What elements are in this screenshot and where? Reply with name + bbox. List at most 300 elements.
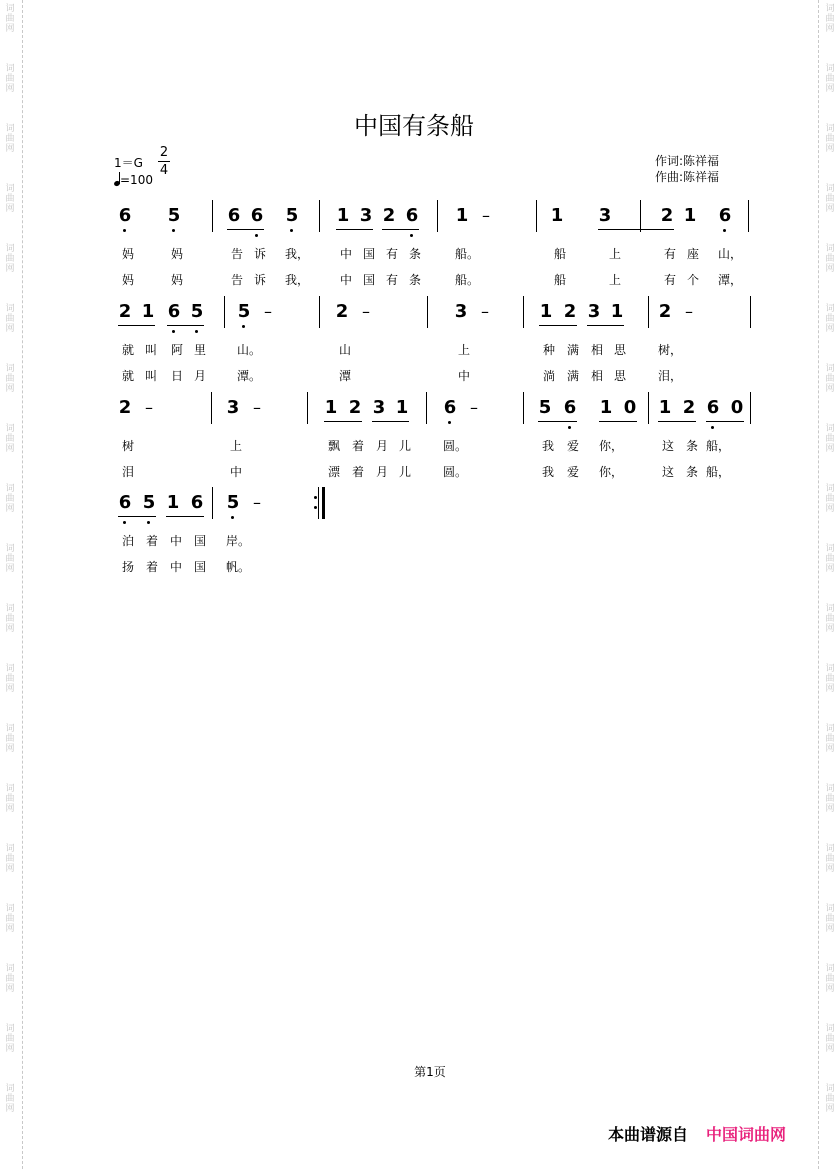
watermark-glyph: 网 — [825, 624, 835, 634]
lyric-syllable: 条 — [408, 273, 421, 287]
time-signature-bottom: 4 — [159, 163, 169, 178]
jianpu-note: 3 — [454, 301, 468, 322]
watermark-glyph: 曲 — [5, 194, 15, 204]
lyric-syllable: 思 — [613, 369, 626, 383]
watermark-glyph: 网 — [5, 204, 15, 214]
lyric-syllable: 中 — [457, 369, 470, 383]
bar-line — [748, 200, 749, 232]
lyric-syllable: 有 — [663, 273, 676, 287]
watermark-stamp — [823, 664, 837, 694]
watermark-glyph: 词 — [5, 484, 15, 494]
lyric-syllable: 相 — [590, 369, 603, 383]
watermark-glyph: 曲 — [5, 374, 15, 384]
watermark-stamp — [823, 1024, 837, 1054]
watermark-stamp — [3, 844, 17, 874]
lyric-syllable: 告 — [230, 247, 243, 261]
watermark-stamp — [3, 424, 17, 454]
watermark-glyph: 词 — [825, 184, 835, 194]
watermark-glyph: 网 — [5, 324, 15, 334]
bar-line — [640, 200, 641, 232]
watermark-glyph: 网 — [5, 144, 15, 154]
jianpu-note: 3 — [226, 397, 240, 418]
watermark-glyph: 曲 — [825, 554, 835, 564]
watermark-stamp — [3, 964, 17, 994]
time-signature — [158, 145, 170, 178]
lyric-syllable: 种 — [542, 343, 555, 357]
lyric-syllable: 座 — [686, 247, 699, 261]
watermark-glyph: 网 — [825, 684, 835, 694]
lyric-syllable: 这 — [661, 465, 674, 479]
watermark-stamp — [823, 4, 837, 34]
eighth-beam — [587, 325, 624, 326]
watermark-glyph: 曲 — [825, 314, 835, 324]
watermark-glyph: 词 — [825, 64, 835, 74]
watermark-glyph: 词 — [825, 4, 835, 14]
watermark-glyph: 网 — [825, 204, 835, 214]
lyric-syllable: 国 — [193, 534, 206, 548]
jianpu-note: 1 — [550, 205, 564, 226]
bar-line — [212, 200, 213, 232]
lyric-syllable: 诉 — [253, 247, 266, 261]
jianpu-note: 1 — [141, 301, 155, 322]
lyric-syllable: 儿 — [398, 439, 411, 453]
lyric-syllable: 相 — [590, 343, 603, 357]
lyric-syllable: 上 — [457, 343, 470, 357]
lyric-syllable: 飘 — [327, 439, 340, 453]
lyric-syllable: 山， — [718, 247, 743, 261]
lyric-syllable: 着 — [351, 439, 364, 453]
watermark-glyph: 曲 — [825, 1034, 835, 1044]
jianpu-note: 5 — [142, 492, 156, 513]
watermark-glyph: 网 — [825, 144, 835, 154]
lyric-syllable: 国 — [193, 560, 206, 574]
jianpu-note: 2 — [118, 301, 132, 322]
watermark-stamp — [3, 784, 17, 814]
jianpu-note: 6 — [563, 397, 577, 418]
jianpu-note: 2 — [658, 301, 672, 322]
watermark-glyph: 词 — [5, 724, 15, 734]
lyric-syllable: 妈 — [121, 247, 134, 261]
watermark-glyph: 曲 — [5, 614, 15, 624]
eighth-beam — [167, 325, 204, 326]
jianpu-note: 5 — [538, 397, 552, 418]
sustain-dash: – — [145, 398, 153, 417]
watermark-glyph: 网 — [5, 444, 15, 454]
lyric-syllable: 国 — [362, 273, 375, 287]
watermark-stamp — [3, 244, 17, 274]
watermark-glyph: 曲 — [825, 1094, 835, 1104]
lyric-syllable: 圆。 — [443, 465, 468, 479]
watermark-glyph: 曲 — [825, 614, 835, 624]
lyric-syllable: 我 — [541, 439, 554, 453]
sustain-dash: – — [264, 302, 272, 321]
sustain-dash: – — [470, 398, 478, 417]
eighth-beam — [658, 421, 696, 422]
watermark-glyph: 曲 — [825, 74, 835, 84]
watermark-glyph: 曲 — [5, 434, 15, 444]
bar-line — [437, 200, 438, 232]
watermark-glyph: 曲 — [5, 1094, 15, 1104]
composer-credit: 作曲:陈祥福 — [655, 170, 720, 184]
watermark-stamp — [823, 724, 837, 754]
lyric-syllable: 有 — [385, 247, 398, 261]
jianpu-note: 2 — [118, 397, 132, 418]
watermark-stamp — [823, 844, 837, 874]
watermark-stamp — [823, 784, 837, 814]
bar-line — [426, 392, 427, 424]
jianpu-note: 3 — [587, 301, 601, 322]
lyric-syllable: 潭 — [338, 369, 351, 383]
lyric-syllable: 就 — [121, 343, 134, 357]
lyric-syllable: 潭， — [718, 273, 743, 287]
jianpu-note: 1 — [539, 301, 553, 322]
jianpu-note: 3 — [598, 205, 612, 226]
lyric-syllable: 诉 — [253, 273, 266, 287]
eighth-beam — [118, 516, 156, 517]
watermark-glyph: 曲 — [5, 14, 15, 24]
watermark-glyph: 网 — [825, 1104, 835, 1114]
sustain-dash: – — [253, 493, 261, 512]
lyric-syllable: 月 — [375, 465, 388, 479]
eighth-beam — [118, 325, 155, 326]
watermark-stamp — [823, 244, 837, 274]
jianpu-note: 6 — [167, 301, 181, 322]
watermark-glyph: 曲 — [825, 494, 835, 504]
sustain-dash: – — [685, 302, 693, 321]
lyric-syllable: 潭。 — [237, 369, 262, 383]
watermark-glyph: 曲 — [825, 794, 835, 804]
watermark-glyph: 曲 — [825, 374, 835, 384]
lyric-syllable: 山。 — [237, 343, 262, 357]
watermark-glyph: 网 — [5, 864, 15, 874]
jianpu-note: 1 — [395, 397, 409, 418]
lyric-syllable: 叫 — [144, 369, 157, 383]
eighth-beam — [599, 421, 637, 422]
lyric-syllable: 着 — [145, 534, 158, 548]
lyric-syllable: 中 — [339, 247, 352, 261]
watermark-stamp — [823, 904, 837, 934]
watermark-glyph: 词 — [5, 844, 15, 854]
lyric-syllable: 条 — [685, 465, 698, 479]
lyric-syllable: 船 — [553, 273, 566, 287]
lyric-syllable: 告 — [230, 273, 243, 287]
watermark-glyph: 网 — [825, 924, 835, 934]
watermark-glyph: 网 — [5, 744, 15, 754]
watermark-glyph: 曲 — [825, 674, 835, 684]
jianpu-note: 2 — [563, 301, 577, 322]
lyric-syllable: 泊 — [121, 534, 134, 548]
watermark-glyph: 词 — [825, 964, 835, 974]
jianpu-note: 2 — [335, 301, 349, 322]
watermark-glyph: 曲 — [5, 74, 15, 84]
watermark-stamp — [3, 304, 17, 334]
eighth-beam — [372, 421, 409, 422]
jianpu-note: 2 — [382, 205, 396, 226]
jianpu-note: 5 — [226, 492, 240, 513]
watermark-glyph: 曲 — [825, 734, 835, 744]
jianpu-note: 0 — [623, 397, 637, 418]
lyric-syllable: 山 — [338, 343, 351, 357]
lyric-syllable: 爱 — [566, 465, 579, 479]
watermark-glyph: 词 — [5, 1024, 15, 1034]
lyric-syllable: 个 — [686, 273, 699, 287]
lyric-syllable: 有 — [385, 273, 398, 287]
lyric-syllable: 条 — [685, 439, 698, 453]
jianpu-note: 2 — [682, 397, 696, 418]
jianpu-note: 6 — [118, 205, 132, 226]
watermark-glyph: 网 — [825, 324, 835, 334]
watermark-glyph: 词 — [5, 544, 15, 554]
watermark-glyph: 词 — [5, 1084, 15, 1094]
lyric-syllable: 月 — [375, 439, 388, 453]
watermark-glyph: 词 — [5, 424, 15, 434]
jianpu-note: 1 — [166, 492, 180, 513]
watermark-stamp — [823, 424, 837, 454]
lyric-syllable: 着 — [351, 465, 364, 479]
jianpu-note: 5 — [167, 205, 181, 226]
eighth-beam — [706, 421, 744, 422]
lyric-syllable: 上 — [608, 273, 621, 287]
watermark-glyph: 曲 — [5, 854, 15, 864]
jianpu-note: 5 — [285, 205, 299, 226]
watermark-stamp — [823, 604, 837, 634]
watermark-stamp — [3, 484, 17, 514]
watermark-glyph: 曲 — [825, 254, 835, 264]
watermark-stamp — [3, 544, 17, 574]
watermark-glyph: 网 — [5, 1104, 15, 1114]
watermark-glyph: 网 — [5, 504, 15, 514]
lyric-syllable: 里 — [193, 343, 206, 357]
watermark-glyph: 网 — [5, 624, 15, 634]
lyric-syllable: 我， — [285, 247, 310, 261]
eighth-beam — [324, 421, 362, 422]
watermark-glyph: 词 — [5, 124, 15, 134]
jianpu-note: 1 — [336, 205, 350, 226]
watermark-stamp — [823, 484, 837, 514]
eighth-beam — [382, 229, 419, 230]
jianpu-note: 6 — [405, 205, 419, 226]
watermark-glyph: 网 — [825, 864, 835, 874]
watermark-glyph: 词 — [825, 1024, 835, 1034]
sustain-dash: – — [481, 302, 489, 321]
watermark-glyph: 曲 — [825, 914, 835, 924]
watermark-glyph: 曲 — [5, 734, 15, 744]
right-margin-line — [818, 0, 819, 1169]
source-brand: 中国词曲网 — [706, 1125, 787, 1144]
jianpu-note: 1 — [324, 397, 338, 418]
lyric-syllable: 国 — [362, 247, 375, 261]
watermark-glyph: 词 — [825, 244, 835, 254]
left-margin-line — [22, 0, 23, 1169]
watermark-glyph: 词 — [5, 244, 15, 254]
watermark-glyph: 词 — [5, 664, 15, 674]
lyric-syllable: 有 — [663, 247, 676, 261]
bar-line — [307, 392, 308, 424]
watermark-glyph: 曲 — [5, 554, 15, 564]
quarter-note-icon — [114, 172, 120, 186]
watermark-glyph: 词 — [825, 844, 835, 854]
watermark-glyph: 曲 — [5, 794, 15, 804]
jianpu-note: 0 — [730, 397, 744, 418]
eighth-beam — [166, 516, 204, 517]
lyric-syllable: 船。 — [455, 247, 480, 261]
lyric-syllable: 妈 — [121, 273, 134, 287]
jianpu-note: 1 — [610, 301, 624, 322]
watermark-glyph: 词 — [825, 784, 835, 794]
page-number: 第1页 — [414, 1065, 446, 1079]
watermark-glyph: 词 — [825, 724, 835, 734]
lyric-syllable: 着 — [145, 560, 158, 574]
bar-line — [224, 296, 225, 328]
time-signature-top: 2 — [159, 145, 169, 160]
lyric-syllable: 阿 — [170, 343, 183, 357]
watermark-glyph: 词 — [825, 304, 835, 314]
watermark-stamp — [823, 364, 837, 394]
lyric-syllable: 船。 — [455, 273, 480, 287]
lyric-syllable: 中 — [169, 560, 182, 574]
watermark-stamp — [823, 1084, 837, 1114]
jianpu-note: 2 — [660, 205, 674, 226]
jianpu-note: 6 — [227, 205, 241, 226]
watermark-glyph: 网 — [825, 984, 835, 994]
watermark-glyph: 曲 — [5, 974, 15, 984]
watermark-glyph: 曲 — [5, 134, 15, 144]
jianpu-note: 3 — [359, 205, 373, 226]
lyric-syllable: 泪 — [121, 465, 134, 479]
bar-line — [319, 200, 320, 232]
lyric-syllable: 你， — [599, 439, 624, 453]
watermark-glyph: 网 — [5, 1044, 15, 1054]
watermark-glyph: 网 — [5, 384, 15, 394]
key-signature: 1＝G — [114, 156, 143, 170]
jianpu-note: 6 — [118, 492, 132, 513]
watermark-stamp — [3, 1024, 17, 1054]
watermark-glyph: 曲 — [5, 494, 15, 504]
jianpu-note: 1 — [658, 397, 672, 418]
lyric-syllable: 满 — [566, 343, 579, 357]
bar-line — [536, 200, 537, 232]
watermark-glyph: 词 — [5, 964, 15, 974]
watermark-glyph: 网 — [825, 384, 835, 394]
watermark-glyph: 词 — [825, 1084, 835, 1094]
lyric-syllable: 中 — [169, 534, 182, 548]
lyric-syllable: 泪， — [658, 369, 683, 383]
bar-line — [211, 392, 212, 424]
bar-line — [523, 296, 524, 328]
watermark-glyph: 词 — [825, 424, 835, 434]
watermark-glyph: 曲 — [825, 14, 835, 24]
watermark-glyph: 曲 — [825, 974, 835, 984]
jianpu-note: 3 — [372, 397, 386, 418]
lyric-syllable: 妈 — [170, 247, 183, 261]
jianpu-note: 5 — [237, 301, 251, 322]
lyric-syllable: 漂 — [327, 465, 340, 479]
lyric-syllable: 扬 — [121, 560, 134, 574]
song-title: 中国有条船 — [354, 112, 474, 140]
lyric-syllable: 妈 — [170, 273, 183, 287]
jianpu-note: 1 — [599, 397, 613, 418]
watermark-glyph: 网 — [825, 504, 835, 514]
watermark-stamp — [823, 184, 837, 214]
watermark-glyph: 词 — [825, 544, 835, 554]
watermark-glyph: 词 — [825, 364, 835, 374]
jianpu-note: 6 — [250, 205, 264, 226]
watermark-glyph: 曲 — [5, 674, 15, 684]
watermark-glyph: 曲 — [5, 314, 15, 324]
lyric-syllable: 中 — [339, 273, 352, 287]
lyric-syllable: 上 — [608, 247, 621, 261]
watermark-glyph: 词 — [825, 484, 835, 494]
watermark-glyph: 词 — [5, 604, 15, 614]
watermark-glyph: 词 — [5, 784, 15, 794]
watermark-stamp — [3, 904, 17, 934]
watermark-glyph: 曲 — [5, 254, 15, 264]
watermark-glyph: 词 — [5, 904, 15, 914]
lyric-syllable: 叫 — [144, 343, 157, 357]
watermark-glyph: 网 — [825, 804, 835, 814]
lyric-syllable: 儿 — [398, 465, 411, 479]
watermark-glyph: 曲 — [825, 134, 835, 144]
lyric-syllable: 月 — [193, 369, 206, 383]
lyric-syllable: 树 — [121, 439, 134, 453]
lyric-syllable: 圆。 — [443, 439, 468, 453]
watermark-glyph: 网 — [825, 444, 835, 454]
watermark-glyph: 网 — [5, 804, 15, 814]
bar-line — [212, 487, 213, 519]
watermark-glyph: 曲 — [825, 854, 835, 864]
watermark-glyph: 网 — [825, 264, 835, 274]
watermark-glyph: 网 — [5, 84, 15, 94]
lyric-syllable: 条 — [408, 247, 421, 261]
watermark-glyph: 曲 — [5, 914, 15, 924]
lyric-syllable: 船， — [706, 465, 731, 479]
watermark-stamp — [3, 664, 17, 694]
sustain-dash: – — [253, 398, 261, 417]
watermark-glyph: 网 — [5, 564, 15, 574]
lyric-syllable: 中 — [229, 465, 242, 479]
jianpu-note: 5 — [190, 301, 204, 322]
watermark-stamp — [823, 304, 837, 334]
bar-line — [648, 296, 649, 328]
watermark-glyph: 词 — [825, 124, 835, 134]
lyric-syllable: 这 — [661, 439, 674, 453]
lyric-syllable: 满 — [566, 369, 579, 383]
watermark-glyph: 词 — [825, 664, 835, 674]
watermark-stamp — [3, 364, 17, 394]
watermark-stamp — [3, 4, 17, 34]
watermark-glyph: 词 — [825, 904, 835, 914]
watermark-stamp — [823, 544, 837, 574]
jianpu-note: 6 — [718, 205, 732, 226]
eighth-beam — [598, 229, 674, 230]
watermark-glyph: 网 — [825, 1044, 835, 1054]
bar-line — [523, 392, 524, 424]
watermark-glyph: 词 — [825, 604, 835, 614]
lyric-syllable: 爱 — [566, 439, 579, 453]
watermark-stamp — [3, 1084, 17, 1114]
lyric-syllable: 帆。 — [226, 560, 251, 574]
bar-line — [750, 296, 751, 328]
tempo-value: =100 — [120, 173, 153, 187]
bar-line — [648, 392, 649, 424]
watermark-glyph: 词 — [5, 364, 15, 374]
bar-line — [319, 296, 320, 328]
sustain-dash: – — [482, 206, 490, 225]
lyric-syllable: 就 — [121, 369, 134, 383]
lyric-syllable: 淌 — [542, 369, 555, 383]
jianpu-note: 1 — [455, 205, 469, 226]
lyric-syllable: 我 — [541, 465, 554, 479]
